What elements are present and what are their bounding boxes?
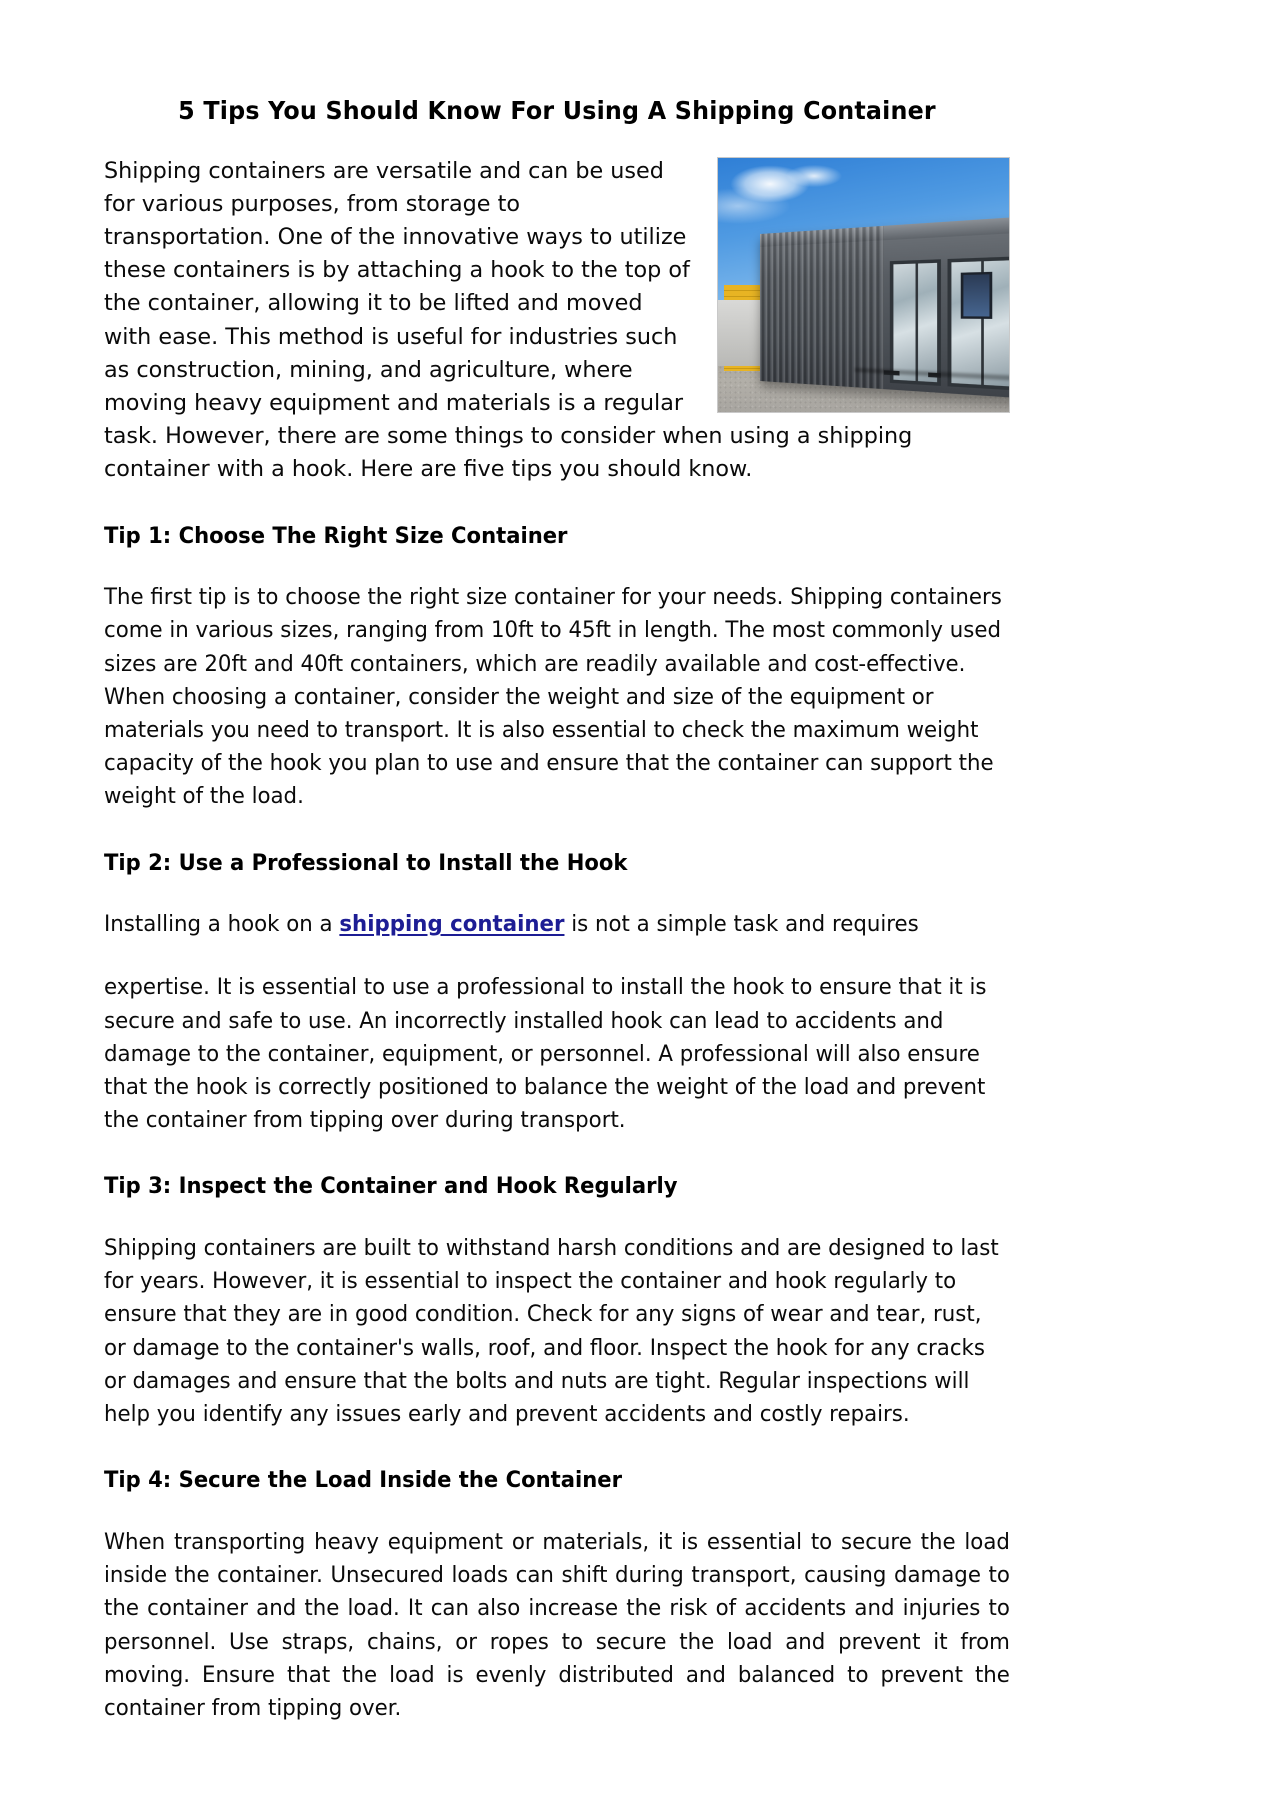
- lead-text-after-link: is not a simple task and requires: [564, 911, 919, 938]
- spacer: [104, 1431, 1010, 1467]
- interior-window-panel: [961, 272, 992, 318]
- spacer: [104, 814, 1010, 850]
- section-heading-tip-3: Tip 3: Inspect the Container and Hook Regularly: [104, 1174, 678, 1200]
- section-heading-tip-2: Tip 2: Use a Professional to Install the Hook: [104, 850, 628, 876]
- section-heading-tip-4: Tip 4: Secure the Load Inside the Container: [104, 1468, 623, 1494]
- door-mullion: [915, 264, 917, 382]
- spacer: [104, 1202, 1010, 1232]
- lead-text-before-link: Installing a hook on a: [104, 911, 340, 938]
- container-photo: [717, 157, 1010, 413]
- section-body-tip-3: Shipping containers are built to withstand harsh conditions and are designed to last for years. However, it is essential to inspect the container and hook regularly to ensure that they are in good condition. Check for any signs of wear and tear, rust, or damage to the container's walls, roof, and floor. Inspect the hook for any cracks or damages and ensure that the bolts and nuts are tight. Regular inspections will help you identify any issues early and prevent accidents and costly repairs.: [104, 1235, 999, 1428]
- spacer: [104, 551, 1010, 581]
- spacer: [104, 941, 1010, 971]
- section-body-tip-4: When transporting heavy equipment or materials, it is essential to secure the load inside the container. Unsecured loads can shift during transport, causing damage to the container and the load. It can also increase the risk of accidents and injuries to personnel. Use straps, chains, or ropes to secure the load and prevent it from moving. Ensure that the load is evenly distributed and balanced to prevent the container from tipping over.: [104, 1528, 1010, 1721]
- page-title: 5 Tips You Should Know For Using A Shipping Container: [178, 96, 936, 125]
- intro-block: [104, 155, 1010, 487]
- section-body-tip-2-rest: expertise. It is essential to use a professional to install the hook to ensure that it is secure and safe to use. An incorrectly installed hook can lead to accidents and damage to the container, equipment, or personnel. A professional will also ensure that the hook is correctly positioned to balance the weight of the load and prevent the container from tipping over during transport.: [104, 974, 987, 1134]
- section-body-tip-1: The first tip is to choose the right size container for your needs. Shipping containers come in various sizes, ranging from 10ft to 45ft in length. The most commonly used sizes are 20ft and 40ft containers, which are readily available and cost-effective. When choosing a container, consider the weight and size of the equipment or materials you need to transport. It is also essential to check the maximum weight capacity of the hook you plan to use and ensure that the container can support the weight of the load.: [104, 584, 1002, 810]
- intro-paragraph: Shipping containers are versatile and can be used for various purposes, from storage to transportation. One of the innovative ways to utilize these containers is by attaching a hook to the top of the container, allowing it to be lifted and moved with ease. This method is useful for industries such as construction, mining, and agriculture, where moving heavy equipment and materials is a regular task. However, there are some things to consider when using a shipping container with a hook. Here are five tips you should know.: [104, 157, 913, 483]
- section-heading-tip-1: Tip 1: Choose The Right Size Container: [104, 523, 568, 549]
- spacer: [104, 878, 1010, 908]
- document-content: [104, 96, 1010, 1725]
- glass-door-1: [890, 260, 940, 387]
- spacer: [104, 1496, 1010, 1526]
- corrugated-panel: [760, 226, 884, 390]
- shipping-container-building: [760, 213, 1010, 401]
- spacer: [104, 487, 1010, 523]
- spacer: [104, 1137, 1010, 1173]
- shipping-container-link[interactable]: shipping container: [339, 911, 565, 938]
- section-body-tip-2-lead: [104, 908, 1010, 941]
